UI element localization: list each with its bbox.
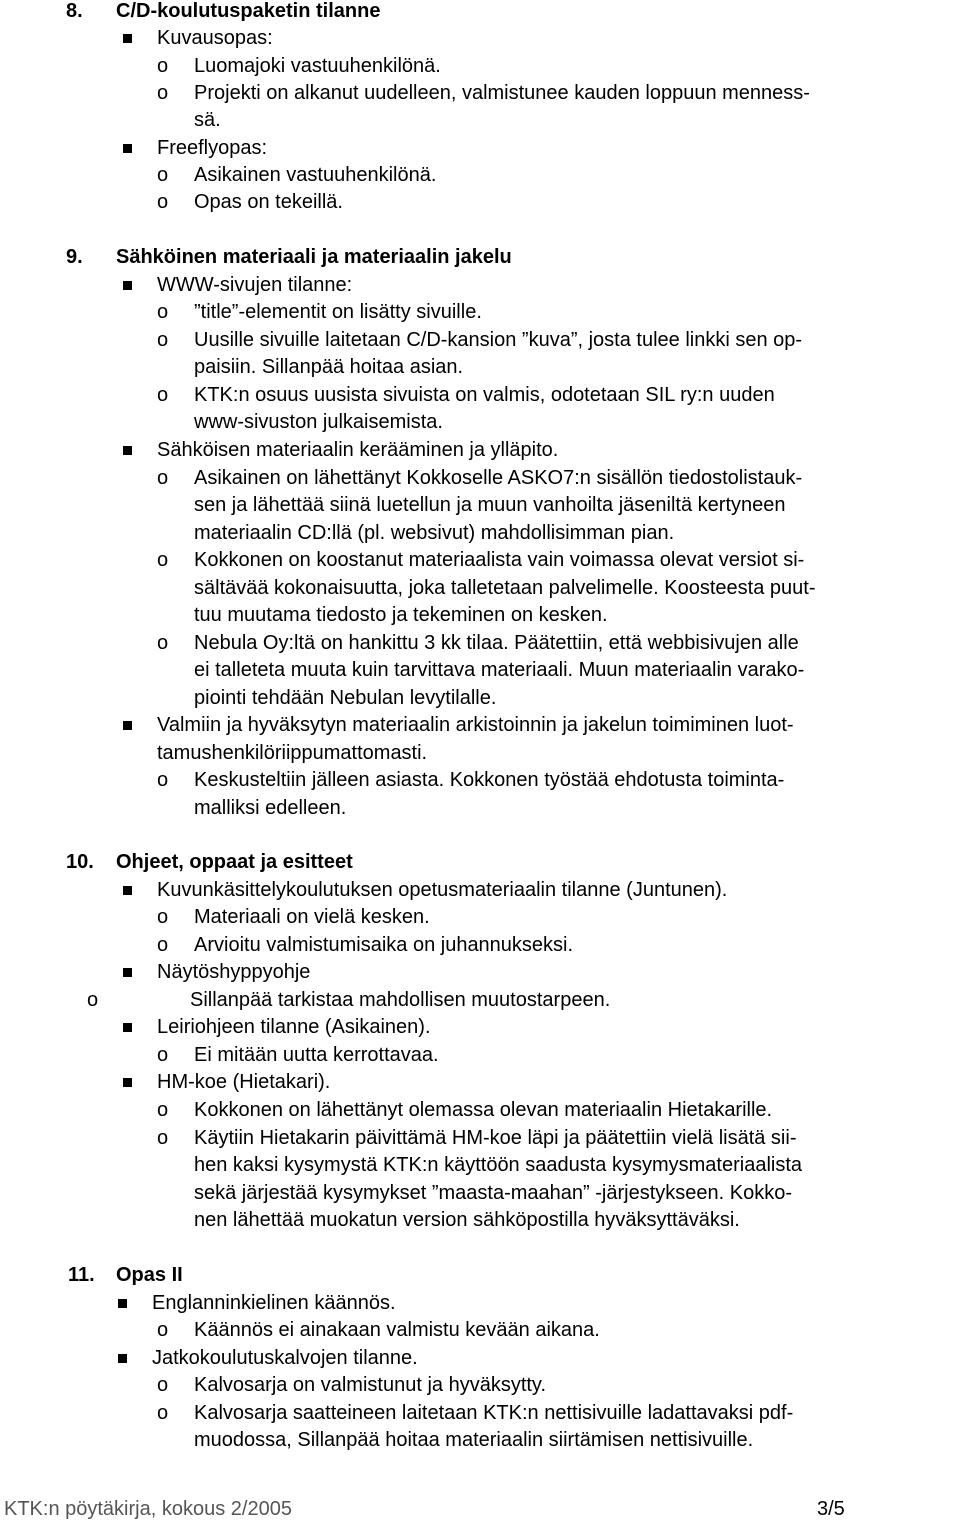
square-bullet-icon bbox=[123, 144, 132, 153]
circle-bullet-icon: o bbox=[157, 82, 169, 104]
list-item-continuation: sen ja lähettää siinä luetellun ja muun vanhoilta jäseniltä kertyneen bbox=[194, 494, 786, 516]
list-item: Kokkonen on lähettänyt olemassa olevan materiaalin Hietakarille. bbox=[194, 1099, 773, 1121]
list-item: Freeflyopas: bbox=[157, 137, 268, 159]
list-item-continuation: nen lähettää muokatun version sähköpostilla hyväksyttäväksi. bbox=[194, 1209, 740, 1231]
list-item: Sillanpää tarkistaa mahdollisen muutostarpeen. bbox=[190, 989, 611, 1011]
square-bullet-icon bbox=[118, 1299, 127, 1308]
list-item: WWW-sivujen tilanne: bbox=[157, 274, 353, 296]
list-item: Asikainen on lähettänyt Kokkoselle ASKO7:n sisällön tiedostolistauk- bbox=[194, 467, 803, 489]
section-title: Sähköinen materiaali ja materiaalin jakelu bbox=[116, 246, 512, 268]
square-bullet-icon bbox=[123, 886, 132, 895]
list-item: Projekti on alkanut uudelleen, valmistunee kauden loppuun menness- bbox=[194, 82, 810, 104]
list-item-continuation: sä. bbox=[194, 109, 221, 131]
list-item: Asikainen vastuuhenkilönä. bbox=[194, 164, 437, 186]
circle-bullet-icon: o bbox=[157, 55, 169, 77]
list-item: Englanninkielinen käännös. bbox=[152, 1292, 396, 1314]
list-item: Nebula Oy:ltä on hankittu 3 kk tilaa. Päätettiin, että webbisivujen alle bbox=[194, 632, 799, 654]
circle-bullet-icon: o bbox=[157, 467, 169, 489]
list-item-continuation: muodossa, Sillanpää hoitaa materiaalin siirtämisen nettisivuille. bbox=[194, 1429, 754, 1451]
list-item: Käännös ei ainakaan valmistu kevään aikana. bbox=[194, 1319, 600, 1341]
list-item: Näytöshyppyohje bbox=[157, 961, 311, 983]
section-number: 11. bbox=[68, 1264, 95, 1286]
circle-bullet-icon: o bbox=[157, 769, 169, 791]
circle-bullet-icon: o bbox=[157, 632, 169, 654]
footer-page-number: 3/5 bbox=[817, 1498, 845, 1520]
section-title: Opas II bbox=[116, 1264, 183, 1286]
circle-bullet-icon: o bbox=[157, 329, 169, 351]
square-bullet-icon bbox=[123, 1078, 132, 1087]
list-item: Kuvausopas: bbox=[157, 27, 273, 49]
section-number: 9. bbox=[66, 246, 83, 268]
square-bullet-icon bbox=[123, 721, 132, 730]
list-item: Kalvosarja saatteineen laitetaan KTK:n nettisivuille ladattavaksi pdf- bbox=[194, 1402, 794, 1424]
list-item-continuation: ei talleteta muuta kuin tarvittava materiaali. Muun materiaalin varako- bbox=[194, 659, 805, 681]
square-bullet-icon bbox=[123, 1023, 132, 1032]
circle-bullet-icon: o bbox=[157, 1402, 169, 1424]
list-item: HM-koe (Hietakari). bbox=[157, 1071, 331, 1093]
list-item: Valmiin ja hyväksytyn materiaalin arkistoinnin ja jakelun toimiminen luot- bbox=[157, 714, 794, 736]
circle-bullet-icon: o bbox=[157, 1374, 169, 1396]
list-item: Jatkokoulutuskalvojen tilanne. bbox=[152, 1347, 418, 1369]
section-number: 10. bbox=[66, 851, 94, 873]
circle-bullet-icon: o bbox=[157, 1127, 169, 1149]
list-item: Opas on tekeillä. bbox=[194, 191, 343, 213]
list-item: Keskusteltiin jälleen asiasta. Kokkonen työstää ehdotusta toiminta- bbox=[194, 769, 785, 791]
circle-bullet-icon: o bbox=[157, 906, 169, 928]
list-item-continuation: tamushenkilöriippumattomasti. bbox=[157, 742, 428, 764]
section-title: Ohjeet, oppaat ja esitteet bbox=[116, 851, 353, 873]
circle-bullet-icon: o bbox=[157, 549, 169, 571]
list-item: Uusille sivuille laitetaan C/D-kansion ”kuva”, josta tulee linkki sen op- bbox=[194, 329, 803, 351]
list-item-continuation: tuu muutama tiedosto ja tekeminen on kesken. bbox=[194, 604, 608, 626]
square-bullet-icon bbox=[118, 1354, 127, 1363]
list-item: Sähköisen materiaalin kerääminen ja ylläpito. bbox=[157, 439, 559, 461]
list-item-continuation: materiaalin CD:llä (pl. websivut) mahdollisimman pian. bbox=[194, 522, 675, 544]
list-item: Kuvunkäsittelykoulutuksen opetusmateriaalin tilanne (Juntunen). bbox=[157, 879, 728, 901]
square-bullet-icon bbox=[123, 281, 132, 290]
list-item: Käytiin Hietakarin päivittämä HM-koe läpi ja päätettiin vielä lisätä sii- bbox=[194, 1127, 797, 1149]
list-item: Kokkonen on koostanut materiaalista vain voimassa olevat versiot si- bbox=[194, 549, 805, 571]
circle-bullet-icon: o bbox=[157, 1099, 169, 1121]
list-item-continuation: malliksi edelleen. bbox=[194, 797, 347, 819]
list-item: Materiaali on vielä kesken. bbox=[194, 906, 430, 928]
list-item-continuation: hen kaksi kysymystä KTK:n käyttöön saadusta kysymysmateriaalista bbox=[194, 1154, 803, 1176]
section-number: 8. bbox=[66, 0, 83, 22]
circle-bullet-icon: o bbox=[157, 301, 169, 323]
list-item: Arvioitu valmistumisaika on juhannukseksi. bbox=[194, 934, 574, 956]
circle-bullet-icon: o bbox=[157, 934, 169, 956]
circle-bullet-icon: o bbox=[87, 989, 99, 1011]
circle-bullet-icon: o bbox=[157, 191, 169, 213]
footer-document-title: KTK:n pöytäkirja, kokous 2/2005 bbox=[4, 1498, 292, 1520]
section-title: C/D-koulutuspaketin tilanne bbox=[116, 0, 381, 22]
list-item-continuation: paisiin. Sillanpää hoitaa asian. bbox=[194, 356, 464, 378]
list-item-continuation: sekä järjestää kysymykset ”maasta-maahan” -järjestykseen. Kokko- bbox=[194, 1182, 792, 1204]
square-bullet-icon bbox=[123, 446, 132, 455]
list-item: Ei mitään uutta kerrottavaa. bbox=[194, 1044, 439, 1066]
circle-bullet-icon: o bbox=[157, 384, 169, 406]
square-bullet-icon bbox=[123, 968, 132, 977]
list-item-continuation: www-sivuston julkaisemista. bbox=[194, 411, 443, 433]
list-item: Kalvosarja on valmistunut ja hyväksytty. bbox=[194, 1374, 547, 1396]
circle-bullet-icon: o bbox=[157, 164, 169, 186]
list-item-continuation: piointi tehdään Nebulan levytilalle. bbox=[194, 687, 497, 709]
circle-bullet-icon: o bbox=[157, 1319, 169, 1341]
square-bullet-icon bbox=[123, 34, 132, 43]
list-item: ”title”-elementit on lisätty sivuille. bbox=[194, 301, 482, 323]
list-item-continuation: sältävää kokonaisuutta, joka talletetaan palvelimelle. Koosteesta puut- bbox=[194, 577, 816, 599]
circle-bullet-icon: o bbox=[157, 1044, 169, 1066]
list-item: Leiriohjeen tilanne (Asikainen). bbox=[157, 1016, 431, 1038]
list-item: KTK:n osuus uusista sivuista on valmis, odotetaan SIL ry:n uuden bbox=[194, 384, 775, 406]
list-item: Luomajoki vastuuhenkilönä. bbox=[194, 55, 441, 77]
